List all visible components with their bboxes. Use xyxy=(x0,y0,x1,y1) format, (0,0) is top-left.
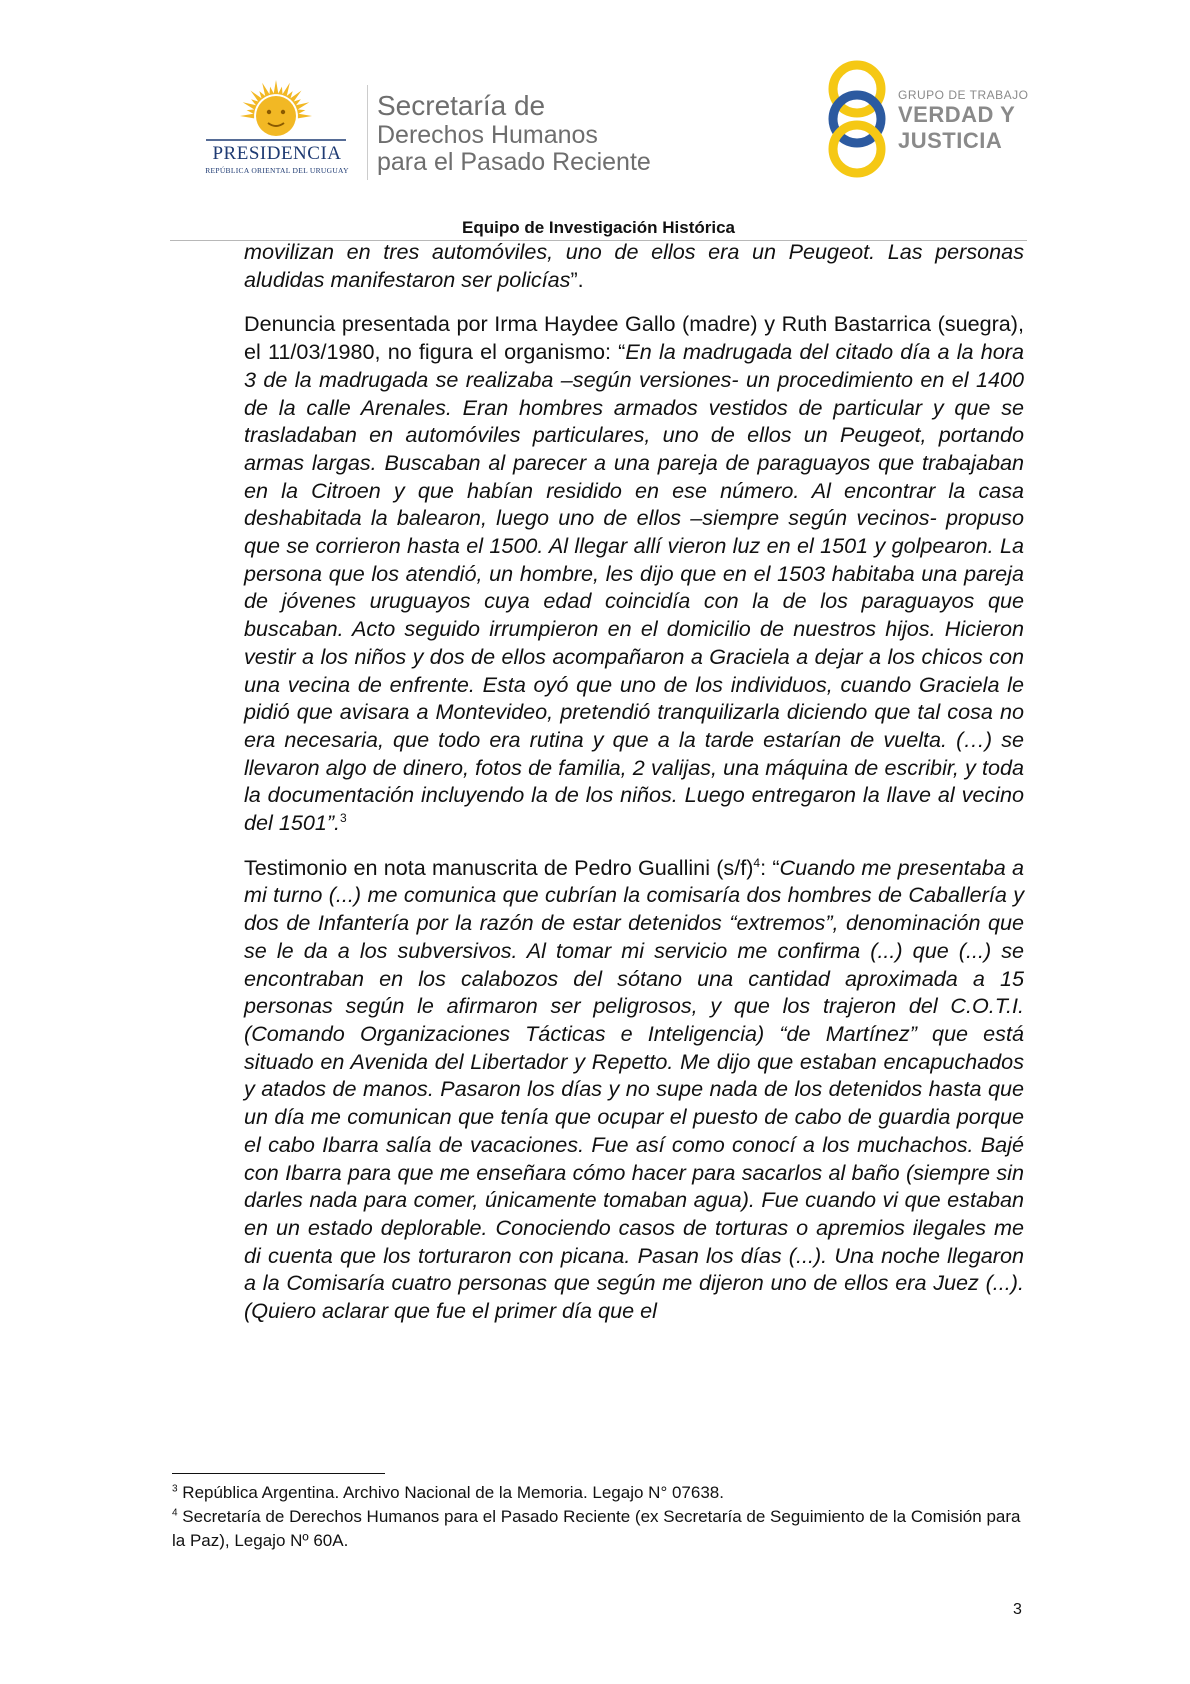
paragraph-3-quote: Cuando me presentaba a mi turno (...) me comunica que cubrían la comisaría dos hombres de Caballería y dos de Infantería por la razón de estar detenidos “extremos”, denominación que se le da a los subversivos. Al tomar mi servicio me confirma (...) que (...) se encontraban en los calabozos del sótano una cantidad aproximada a 15 personas según le afirmaron ser peligrosos, y que los trajeron del C.O.T.I. (Comando Organizaciones Tácticas e Inteligencia) “de Martínez” que está situado en Avenida del Libertador y Repetto. Me dijo que estaban encapuchados y atados de manos. Pasaron los días y no supe nada de los detenidos hasta que un día me comunican que tenía que ocupar el puesto de cabo de guardia porque el cabo Ibarra salía de vacaciones. Fue así como conocí a los muchachos. Bajé con Ibarra para que me enseñara cómo hacer para sacarlos al baño (siempre sin darles nada para comer, únicamente tomaban agua). Fue cuando vi que estaban en un estado deplorable. Conociendo casos de torturas o apremios ilegales me di cuenta que los torturaron con picana. Pasan los días (...). Una noche llegaron a la Comisaría cuatro personas que según me dijeron uno de ellos era Juez (...). (Quiero aclarar que fue el primer día que el xyxy=(244,854,1024,1324)
paragraph-1 xyxy=(244,238,1024,293)
team-heading: Equipo de Investigación Histórica xyxy=(462,218,735,237)
presidencia-subtitle: REPÚBLICA ORIENTAL DEL URUGUAY xyxy=(205,166,349,175)
paragraph-2 xyxy=(244,310,1024,836)
footnote-ref-3[interactable]: 3 xyxy=(340,810,347,825)
verdad-label: VERDAD Y xyxy=(898,102,1016,127)
paragraph-3 xyxy=(244,854,1024,1325)
paragraph-2-quote: En la madrugada del citado día a la hora 3 de la madrugada se realizaba –según versiones- un procedimiento en el 1400 de la calle Arenales. Eran hombres armados vestidos de particular y que se trasladaban en automóviles particulares, uno de ellos un Peugeot, portando armas largas. Buscaban al parecer a una pareja de paraguayos que trabajaban en la Citroen y que habían residido en ese número. Al encontrar la casa deshabitada la balearon, luego uno de ellos –siempre según vecinos- propuso que se corrieron hasta el 1500. Al llegar allí vieron luz en el 1501 y golpearon. La persona que los atendió, un hombre, les dijo que en el 1503 habitaba una pareja de jóvenes uruguayos cuya edad coincidía con la de los paraguayos que buscaban. Acto seguido irrumpieron en el domicilio de nuestros hijos. Hicieron vestir a los niños y dos de ellos acompañaron a Graciela a dejar a los chicos con una vecina de enfrente. Esta oyó que uno de los individuos, cuando Graciela le pidió que avisara a Montevideo, pretendió tranquilizarla diciendo que tal cosa no era necesaria, que todo era rutina y que a la tarde estarían de vuelta. (…) se llevaron algo de dinero, fotos de familia, 2 valijas, una máquina de escribir, y toda la documentación incluyendo la de los niños. Luego entregaron la llave al vecino del 1501”. xyxy=(244,339,1024,836)
footnote-3 xyxy=(172,1481,1027,1505)
presidencia-wordmark: PRESIDENCIA xyxy=(212,143,342,164)
page-header xyxy=(0,0,1190,240)
justicia-label: JUSTICIA xyxy=(898,128,1003,153)
footnote-4-number: 4 xyxy=(172,1507,178,1519)
verdad-justicia-rings-icon xyxy=(822,56,892,182)
footnote-rule xyxy=(172,1473,385,1474)
secretaria-line-3: para el Pasado Reciente xyxy=(377,148,651,176)
grupo-trabajo-label: GRUPO DE TRABAJO xyxy=(898,88,1029,102)
footnote-4-text: Secretaría de Derechos Humanos para el Pasado Reciente (ex Secretaría de Seguimiento de la Comisión para la Paz), Legajo Nº 60A. xyxy=(172,1507,1021,1550)
paragraph-2-lead: Denuncia presentada por Irma Haydee Gallo (madre) y Ruth Bastarrica (suegra), el 11/03/1980, no figura el organismo: “ xyxy=(244,311,1024,365)
secretaria-line-1: Secretaría de xyxy=(377,90,546,121)
footnote-3-number: 3 xyxy=(172,1483,178,1495)
footnotes xyxy=(172,1481,1027,1553)
secretaria-line-2: Derechos Humanos xyxy=(377,121,598,149)
page-number: 3 xyxy=(1013,1601,1022,1618)
paragraph-3-mid: : “ xyxy=(760,854,780,880)
footnote-ref-4[interactable]: 4 xyxy=(753,855,761,870)
paragraph-3-lead: Testimonio en nota manuscrita de Pedro Guallini (s/f) xyxy=(244,854,754,880)
secretaria-title xyxy=(377,90,651,176)
footnote-3-text: República Argentina. Archivo Nacional de la Memoria. Legajo N° 07638. xyxy=(177,1483,724,1502)
paragraph-1-quote: movilizan en tres automóviles, uno de ellos era un Peugeot. Las personas aludidas manifestaron ser policías xyxy=(244,239,1024,292)
footnote-4 xyxy=(172,1505,1027,1553)
logo-divider xyxy=(367,85,368,180)
grupo-trabajo-text xyxy=(898,88,1028,154)
paragraph-1-end: ”. xyxy=(570,266,584,292)
body-text xyxy=(244,238,1024,1342)
